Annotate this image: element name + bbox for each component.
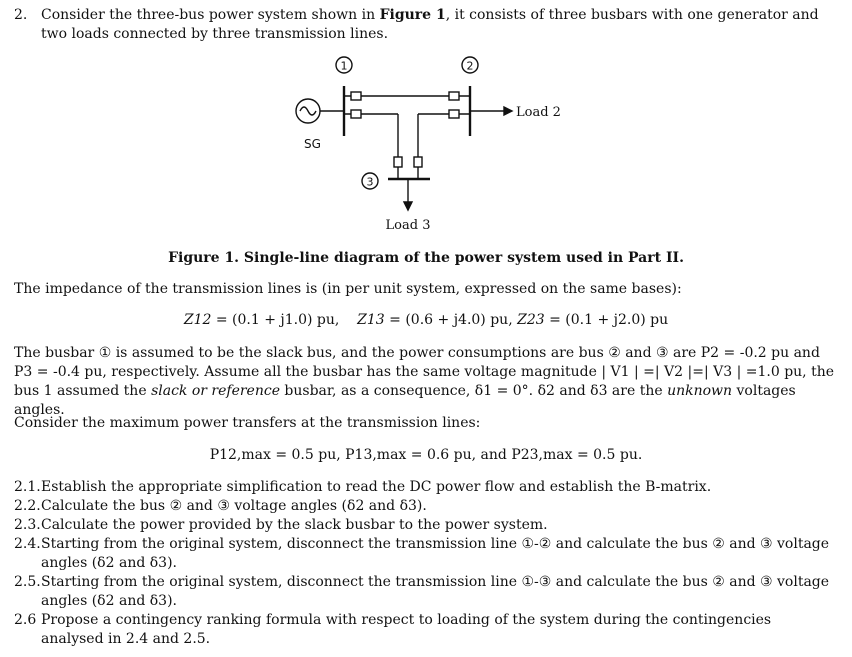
- task-item: [14, 478, 834, 497]
- task-text: Starting from the original system, disconnect the transmission line ①-③ and calculate the bus ② and ③ voltage angles (δ2 and δ3).: [41, 574, 830, 609]
- load3-label: Load 3: [385, 218, 431, 233]
- task-list: [14, 478, 834, 649]
- z23-name: Z23: [517, 312, 545, 328]
- slack-paragraph: [14, 344, 836, 420]
- load2-label: Load 2: [516, 105, 561, 120]
- task-text: Starting from the original system, disconnect the transmission line ①-② and calculate the bus ② and ③ voltage angles (δ2 and δ3).: [41, 536, 830, 571]
- question-number: 2.: [14, 7, 28, 23]
- generator-label: SG: [304, 137, 321, 151]
- max-transfer-values: P12,max = 0.5 pu, P13,max = 0.6 pu, and P23,max = 0.5 pu.: [209, 447, 643, 463]
- generator-symbol: [296, 99, 344, 123]
- question-text-start: Consider the three-bus power system shown in: [41, 7, 380, 23]
- task-number: 2.1.: [14, 479, 41, 495]
- task-number: 2.5.: [14, 574, 41, 590]
- bus2-label: 2: [466, 59, 474, 73]
- impedance-intro: The impedance of the transmission lines is (in per unit system, expressed on the same bases):: [14, 281, 682, 297]
- slack-italic-1: slack or reference: [151, 383, 280, 399]
- slack-text-1: The busbar ① is assumed to be the slack bus, and the power consumptions are bus ② and ③ are P2 = -0.2 pu and P3 = -0.4 pu, respectively. Assume all the busbar has the same voltage magnitude | V1 | =| V2 |=| V3 | =1.0 pu, the bus 1 assumed the: [14, 345, 834, 399]
- task-item: [14, 516, 834, 535]
- slack-text-3: voltages angles.: [14, 383, 796, 418]
- task-text: Propose a contingency ranking formula with respect to loading of the system during the contingencies analysed in 2.4 and 2.5.: [41, 612, 772, 647]
- question-text-end: , it consists of three busbars with one generator and two loads connected by three transmission lines.: [41, 7, 819, 42]
- task-number: 2.6: [14, 612, 37, 628]
- task-text: Establish the appropriate simplification to read the DC power flow and establish the B-matrix.: [41, 479, 712, 495]
- task-number: 2.4.: [14, 536, 41, 552]
- bus3-label: 3: [366, 175, 374, 189]
- question-text: [41, 6, 834, 44]
- figure-reference: Figure 1: [379, 7, 446, 23]
- z13-value: = (0.6 + j4.0) pu,: [389, 312, 513, 328]
- load3-arrow: [404, 179, 412, 210]
- line-1-3: [344, 110, 402, 179]
- bus1-label: 1: [340, 59, 348, 73]
- task-number: 2.3.: [14, 517, 41, 533]
- task-text: Calculate the power provided by the slack busbar to the power system.: [41, 517, 548, 533]
- z12-value: = (0.1 + j1.0) pu,: [215, 312, 340, 328]
- task-item: [14, 573, 834, 611]
- impedance-values: [0, 311, 852, 330]
- task-item: [14, 611, 834, 649]
- z13-name: Z13: [357, 312, 385, 328]
- question-heading: [14, 6, 834, 44]
- load2-arrow: [470, 107, 512, 115]
- z23-value: = (0.1 + j2.0) pu: [549, 312, 669, 328]
- slack-text-2: busbar, as a consequence, δ1 = 0°. δ2 and δ3 are the: [279, 383, 668, 399]
- task-text: Calculate the bus ② and ③ voltage angles (δ2 and δ3).: [41, 498, 427, 514]
- line-2-3: [414, 110, 470, 179]
- task-item: [14, 535, 834, 573]
- z12-name: Z12: [183, 312, 212, 328]
- task-item: [14, 497, 834, 516]
- slack-italic-2: unknown: [667, 383, 733, 399]
- line-1-2: [344, 92, 470, 100]
- max-transfer-intro: Consider the maximum power transfers at the transmission lines:: [14, 415, 481, 431]
- task-number: 2.2.: [14, 498, 41, 514]
- single-line-diagram: [280, 52, 580, 237]
- figure-caption: Figure 1. Single-line diagram of the power system used in Part II.: [168, 250, 684, 266]
